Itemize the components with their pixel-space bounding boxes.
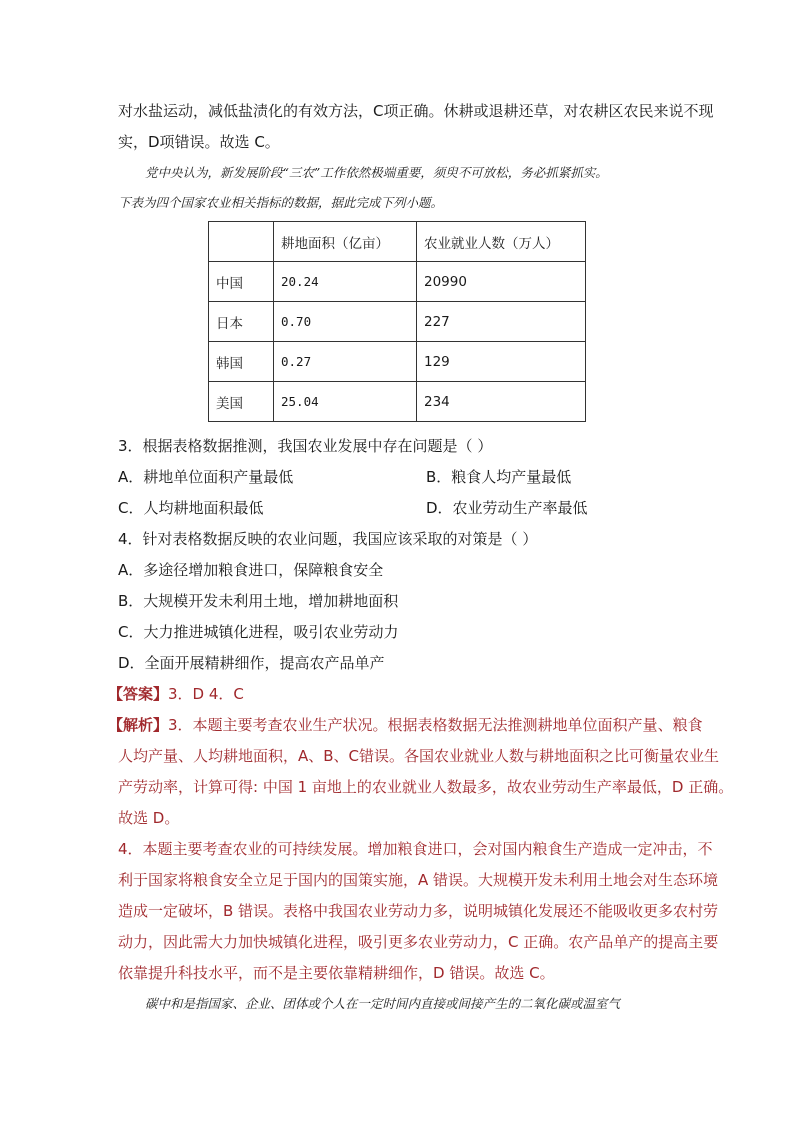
analysis-line xyxy=(108,714,703,736)
agriculture-table xyxy=(208,221,586,422)
table-cell-country: 美国 xyxy=(209,382,274,422)
analysis-tag: 【解析】 xyxy=(108,716,169,734)
analysis-line: 利于国家将粮食安全立足于国内的国策实施，A 错误。大规模开发未利用土地会对生态环境 xyxy=(118,871,719,889)
question-3-option-a: A．耕地单位面积产量最低 xyxy=(118,468,294,486)
material-line-1: 党中央认为，新发展阶段“三农”工作依然极端重要，须臾不可放松，务必抓紧抓实。 xyxy=(145,165,608,180)
table-cell-country: 韩国 xyxy=(209,342,274,382)
table-cell-area: 25.04 xyxy=(274,382,417,422)
analysis-line: 故选 D。 xyxy=(118,809,180,827)
question-4-option-b: B．大规模开发未利用土地，增加耕地面积 xyxy=(118,592,399,610)
material-line-2: 下表为四个国家农业相关指标的数据，据此完成下列小题。 xyxy=(118,195,444,210)
table-header-cell xyxy=(209,222,274,262)
table-cell-workers: 20990 xyxy=(417,262,586,302)
table-cell-area: 0.70 xyxy=(274,302,417,342)
table-cell-workers: 234 xyxy=(417,382,586,422)
table-row xyxy=(209,382,586,422)
question-3-option-b: B．粮食人均产量最低 xyxy=(426,468,572,486)
analysis-line: 产劳动率，计算可得: 中国 1 亩地上的农业就业人数最多，故农业劳动生产率最低，D 正确。 xyxy=(118,778,734,796)
table-header-row xyxy=(209,222,586,262)
table-cell-area: 0.27 xyxy=(274,342,417,382)
analysis-line: 依靠提升科技水平，而不是主要依靠精耕细作，D 错误。故选 C。 xyxy=(118,964,555,982)
table-cell-area: 20.24 xyxy=(274,262,417,302)
analysis-line: 造成一定破坏，B 错误。表格中我国农业劳动力多，说明城镇化发展还不能吸收更多农村劳 xyxy=(118,902,719,920)
answer-tag: 【答案】 xyxy=(108,685,169,703)
analysis-line: 4．本题主要考查农业的可持续发展。增加粮食进口，会对国内粮食生产造成一定冲击，不 xyxy=(118,840,713,858)
question-4-option-c: C．大力推进城镇化进程，吸引农业劳动力 xyxy=(118,623,399,641)
table-header-cell: 耕地面积（亿亩） xyxy=(274,222,417,262)
question-3-option-c: C．人均耕地面积最低 xyxy=(118,499,264,517)
analysis-line: 人均产量、人均耕地面积，A、B、C错误。各国农业就业人数与耕地面积之比可衡量农业生 xyxy=(118,747,720,765)
answer-line xyxy=(108,683,244,705)
question-4-option-a: A．多途径增加粮食进口，保障粮食安全 xyxy=(118,561,384,579)
table-cell-workers: 227 xyxy=(417,302,586,342)
question-4-option-d: D．全面开展精耕细作，提高农产品单产 xyxy=(118,654,385,672)
question-4-stem: 4．针对表格数据反映的农业问题，我国应该采取的对策是（ ） xyxy=(118,530,538,548)
table-row xyxy=(209,262,586,302)
table-cell-country: 中国 xyxy=(209,262,274,302)
table-header-cell: 农业就业人数（万人） xyxy=(417,222,586,262)
table-cell-workers: 129 xyxy=(417,342,586,382)
intro-line-1: 对水盐运动，减低盐渍化的有效方法，C项正确。休耕或退耕还草，对农耕区农民来说不现 xyxy=(118,102,714,120)
table-cell-country: 日本 xyxy=(209,302,274,342)
table-row xyxy=(209,302,586,342)
next-material-line: 碳中和是指国家、企业、团体或个人在一定时间内直接或间接产生的二氧化碳或温室气 xyxy=(145,996,621,1011)
table-row xyxy=(209,342,586,382)
question-3-stem: 3．根据表格数据推测，我国农业发展中存在问题是（ ） xyxy=(118,437,493,455)
intro-line-2: 实，D项错误。故选 C。 xyxy=(118,133,280,151)
analysis-line: 动力，因此需大力加快城镇化进程，吸引更多农业劳动力，C 正确。农产品单产的提高主要 xyxy=(118,933,719,951)
question-3-option-d: D．农业劳动生产率最低 xyxy=(426,499,588,517)
answer-text: 3．D 4．C xyxy=(168,685,244,703)
analysis-text: 3．本题主要考查农业生产状况。根据表格数据无法推测耕地单位面积产量、粮食 xyxy=(168,716,703,734)
